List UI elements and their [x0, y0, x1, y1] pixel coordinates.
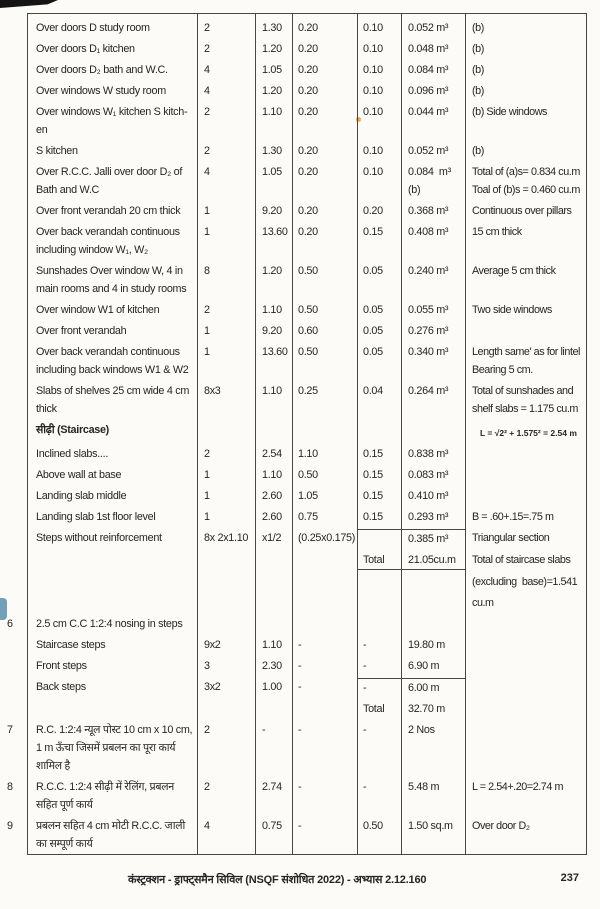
- cell-num: 1: [204, 226, 210, 238]
- table-row: [7, 721, 586, 775]
- table-row: [28, 636, 586, 654]
- cell-rem: Continuous over pillars: [472, 205, 572, 217]
- cell-hgt: 0.10: [363, 85, 383, 97]
- cell-num: [197, 551, 255, 570]
- cell-brd: -: [298, 639, 302, 651]
- table-row: [28, 529, 586, 548]
- cell-num: 2: [204, 781, 210, 793]
- cell-qty: 32.70 m: [408, 703, 445, 715]
- cell-num: 1: [204, 346, 210, 358]
- table-row: [28, 700, 586, 718]
- cell-qty: 0.084 m³: [408, 64, 449, 76]
- cell-rem: [465, 615, 588, 633]
- cell-rem: (b): [472, 145, 484, 157]
- cell-num: 2: [204, 304, 210, 316]
- cell-desc: Steps without reinforcement: [36, 532, 162, 544]
- table-row: [28, 573, 586, 591]
- cell-hgt: 0.10: [363, 145, 383, 157]
- cell-desc: Landing slab 1st floor level: [36, 511, 156, 523]
- cell-len: 1.10: [262, 639, 282, 651]
- cell-hgt: 0.05: [363, 346, 383, 358]
- cell-hgt: 0.10: [363, 22, 383, 34]
- cell-brd: 0.20: [298, 205, 318, 217]
- cell-hgt: 0.10: [363, 166, 383, 178]
- cell-len: 0.75: [262, 820, 282, 832]
- cell-num: 3x2: [204, 681, 221, 693]
- cell-hgt: 0.04: [363, 385, 383, 397]
- cell-rem: B = .60+.15=.75 m: [472, 511, 554, 523]
- cell-num: 2: [204, 43, 210, 55]
- cell-num: [197, 594, 255, 612]
- cell-desc: Over doors D₂ bath and W.C.: [36, 64, 168, 76]
- cell-desc: [28, 700, 197, 718]
- scan-ink-artifact: [0, 0, 58, 8]
- cell-qty: [401, 594, 465, 612]
- table-row: [28, 421, 586, 442]
- cell-qty: 2 Nos: [408, 724, 435, 736]
- table-row: [28, 202, 586, 220]
- cell-len: 13.60: [262, 346, 288, 358]
- cell-desc: Over doors D₁ kitchen: [36, 43, 135, 55]
- estimate-table-rows: [7, 14, 586, 856]
- cell-len: [255, 421, 292, 442]
- cell-rem: [465, 445, 588, 463]
- cell-qty: [401, 615, 465, 633]
- table-row: [28, 445, 586, 463]
- cell-len: 1.20: [262, 43, 282, 55]
- cell-len: [255, 594, 292, 612]
- cell-hgt: -: [363, 781, 367, 793]
- cell-hgt: Total: [363, 703, 385, 715]
- cell-rem: Average 5 cm thick: [472, 265, 556, 277]
- cell-num: 2: [204, 145, 210, 157]
- cell-desc: Front steps: [36, 660, 87, 672]
- cell-rem: Two side windows: [472, 304, 552, 316]
- cell-num: 8x3: [204, 385, 221, 397]
- cell-qty: 0.048 m³: [408, 43, 449, 55]
- cell-len: -: [262, 724, 266, 736]
- cell-brd: -: [298, 724, 302, 736]
- cell-len: 2.60: [262, 490, 282, 502]
- table-row: [28, 82, 586, 100]
- cell-brd: 0.50: [298, 346, 318, 358]
- cell-desc: [28, 573, 197, 591]
- table-row: [28, 657, 586, 675]
- cell-hgt: 0.10: [363, 106, 383, 118]
- cell-desc: Over R.C.C. Jalli over door D₂ of Bath and W.C: [36, 166, 183, 196]
- cell-brd: -: [298, 781, 302, 793]
- cell-rem: 15 cm thick: [472, 226, 522, 238]
- cell-num: 2: [204, 448, 210, 460]
- cell-hgt: 0.15: [363, 226, 383, 238]
- cell-len: 1.20: [262, 265, 282, 277]
- table-row: [28, 382, 586, 418]
- cell-num: 2: [204, 724, 210, 736]
- cell-len: 1.05: [262, 166, 282, 178]
- cell-brd: 1.10: [298, 448, 318, 460]
- cell-len: 1.20: [262, 85, 282, 97]
- cell-qty: 6.00 m: [401, 678, 465, 697]
- cell-num: [197, 421, 255, 442]
- cell-brd: [292, 615, 357, 633]
- cell-rem: [465, 657, 588, 675]
- cell-desc: 2.5 cm C.C 1:2:4 nosing in steps: [36, 618, 183, 630]
- cell-brd: 0.20: [298, 166, 318, 178]
- cell-qty: 0.838 m³: [408, 448, 449, 460]
- cell-len: 9.20: [262, 325, 282, 337]
- cell-desc: Above wall at base: [36, 469, 122, 481]
- cell-desc: S kitchen: [36, 145, 78, 157]
- cell-len: 1.10: [262, 106, 282, 118]
- table-row: [28, 19, 586, 37]
- cell-desc: Staircase steps: [36, 639, 106, 651]
- cell-hgt: 0.15: [363, 511, 383, 523]
- table-row: [7, 615, 586, 633]
- table-row: [28, 40, 586, 58]
- cell-len: [255, 700, 292, 718]
- cell-hgt: -: [357, 678, 401, 697]
- cell-brd: -: [298, 660, 302, 672]
- cell-hgt: [357, 594, 401, 612]
- cell-rem: (b) Side windows: [472, 106, 548, 118]
- table-row: [28, 223, 586, 259]
- table-row: [28, 508, 586, 526]
- table-row: [28, 594, 586, 612]
- cell-len: 9.20: [262, 205, 282, 217]
- cell-rem: [465, 700, 588, 718]
- cell-desc: Landing slab middle: [36, 490, 127, 502]
- cell-rem: [465, 466, 588, 484]
- cell-len: 13.60: [262, 226, 288, 238]
- cell-brd: [292, 573, 357, 591]
- cell-rem: Length same' as for lintel Bearing 5 cm.: [472, 346, 580, 376]
- cell-hgt: 0.15: [363, 490, 383, 502]
- cell-desc: Slabs of shelves 25 cm wide 4 cm thick: [36, 385, 190, 415]
- cell-desc: सीढ़ी (Staircase): [36, 424, 109, 436]
- cell-brd: 0.20: [298, 85, 318, 97]
- cell-rem: Total of sunshades and shelf slabs = 1.175 cu.m: [472, 385, 578, 415]
- cell-brd: [292, 594, 357, 612]
- table-row: [28, 343, 586, 379]
- cell-rem: Triangular section: [472, 532, 550, 544]
- cell-num: 4: [204, 85, 210, 97]
- cell-qty: 0.083 m³: [408, 469, 449, 481]
- table-row: [28, 103, 586, 139]
- cell-num: [197, 573, 255, 591]
- cell-len: 1.10: [262, 469, 282, 481]
- cell-num: 1: [204, 325, 210, 337]
- cell-rem: Total of (a)s= 0.834 cu.m Toal of (b)s = 0.460 cu.m: [472, 166, 580, 196]
- cell-desc: Back steps: [36, 681, 86, 693]
- cell-rem: [465, 636, 588, 654]
- cell-hgt: 0.10: [363, 43, 383, 55]
- cell-brd: 0.50: [298, 265, 318, 277]
- cell-qty: 0.410 m³: [408, 490, 449, 502]
- cell-brd: [292, 421, 357, 442]
- cell-hgt: [357, 529, 401, 548]
- cell-qty: 6.90 m: [408, 660, 440, 672]
- cell-num: 8: [204, 265, 210, 277]
- cell-hgt: -: [363, 639, 367, 651]
- cell-hgt: 0.10: [363, 64, 383, 76]
- footer-title: कंस्ट्रक्शन - ड्राफ्ट्समैन सिविल (NSQF संशोधित 2022) - अभ्यास 2.12.160: [128, 874, 427, 886]
- cell-num: 2: [204, 22, 210, 34]
- cell-rem: [465, 721, 588, 775]
- cell-brd: 0.50: [298, 469, 318, 481]
- cell-rem: (excluding base)=1.541: [472, 576, 578, 588]
- cell-desc: Over windows W₁ kitchen S kitch- en: [36, 106, 188, 136]
- cell-desc: Inclined slabs....: [36, 448, 109, 460]
- cell-len: 2.30: [262, 660, 282, 672]
- cell-hgt: -: [363, 724, 367, 736]
- cell-hgt: 0.05: [363, 265, 383, 277]
- table-row: [28, 487, 586, 505]
- cell-len: [255, 615, 292, 633]
- cell-num: 1: [204, 469, 210, 481]
- cell-qty: 0.084 m³ (b): [408, 166, 451, 196]
- table-row: [28, 301, 586, 319]
- table-row: [28, 142, 586, 160]
- cell-qty: 0.368 m³: [408, 205, 449, 217]
- table-row: [28, 678, 586, 697]
- table-row: [7, 778, 586, 814]
- item-number: 9: [7, 820, 14, 832]
- cell-hgt: -: [363, 660, 367, 672]
- cell-desc: Over front verandah 20 cm thick: [36, 205, 181, 217]
- cell-hgt: 0.05: [363, 325, 383, 337]
- cell-num: 9x2: [204, 639, 221, 651]
- cell-hgt: 0.05: [363, 304, 383, 316]
- cell-brd: 0.20: [298, 226, 318, 238]
- cell-hgt: 0.15: [363, 469, 383, 481]
- cell-len: 2.54: [262, 448, 282, 460]
- cell-desc: Over window W1 of kitchen: [36, 304, 160, 316]
- cell-qty: 0.240 m³: [408, 265, 449, 277]
- table-row: [28, 262, 586, 298]
- cell-desc: Over back verandah continuous including back windows W1 & W2: [36, 346, 189, 376]
- cell-num: 8x 2x1.10: [204, 532, 249, 544]
- item-number: 6: [7, 618, 14, 630]
- cell-desc: R.C.C. 1:2:4 सीढ़ी में रेलिंग, प्रबलन सहित पूर्ण कार्य: [36, 781, 174, 811]
- cell-desc: Over front verandah: [36, 325, 127, 337]
- cell-qty: 19.80 m: [408, 639, 445, 651]
- cell-num: 1: [204, 490, 210, 502]
- cell-qty: 5.48 m: [408, 781, 440, 793]
- cell-rem: Over door D₂: [472, 820, 530, 832]
- item-number: 7: [7, 724, 14, 736]
- cell-brd: [292, 700, 357, 718]
- cell-len: 2.74: [262, 781, 282, 793]
- estimate-table: [7, 13, 587, 855]
- cell-qty: 1.50 sq.m: [408, 820, 453, 832]
- cell-qty: 0.052 m³: [408, 22, 449, 34]
- cell-num: 3: [204, 660, 210, 672]
- cell-len: 2.60: [262, 511, 282, 523]
- page-footer: [0, 872, 600, 892]
- cell-len: 1.30: [262, 145, 282, 157]
- table-row: [28, 322, 586, 340]
- cell-desc: [28, 551, 197, 570]
- cell-qty: 0.052 m³: [408, 145, 449, 157]
- cell-len: 1.10: [262, 385, 282, 397]
- cell-qty: [401, 421, 465, 442]
- cell-rem: [465, 322, 588, 340]
- cell-brd: 0.20: [298, 22, 318, 34]
- cell-num: 4: [204, 64, 210, 76]
- cell-rem: (b): [472, 22, 484, 34]
- cell-desc: Over windows W study room: [36, 85, 166, 97]
- cell-brd: [292, 551, 357, 570]
- table-row: [7, 817, 586, 853]
- cell-num: [197, 700, 255, 718]
- cell-brd: (0.25x0.175): [298, 532, 356, 544]
- cell-rem: (b): [472, 43, 484, 55]
- cell-brd: 0.20: [298, 43, 318, 55]
- cell-qty: 0.408 m³: [408, 226, 449, 238]
- cell-len: 1.10: [262, 304, 282, 316]
- cell-num: 2: [204, 106, 210, 118]
- cell-hgt: [357, 421, 401, 442]
- cell-len: [255, 551, 292, 570]
- cell-desc: Over back verandah continuous including window W₁, W₂: [36, 226, 180, 256]
- cell-rem: (b): [472, 85, 484, 97]
- table-row: [28, 466, 586, 484]
- table-row: [28, 551, 586, 570]
- cell-rem: Total of staircase slabs: [472, 554, 571, 566]
- cell-len: 1.05: [262, 64, 282, 76]
- cell-num: 1: [204, 511, 210, 523]
- cell-brd: 1.05: [298, 490, 318, 502]
- cell-num: [197, 615, 255, 633]
- cell-rem: cu.m: [472, 597, 494, 609]
- cell-qty: 0.276 m³: [408, 325, 449, 337]
- cell-brd: -: [298, 820, 302, 832]
- cell-qty: 0.385 m³: [401, 529, 465, 548]
- cell-hgt: 0.20: [363, 205, 383, 217]
- cell-rem: (b): [472, 64, 484, 76]
- cell-num: 1: [204, 205, 210, 217]
- cell-qty: 21.05cu.m: [401, 551, 465, 570]
- cell-qty: 0.340 m³: [408, 346, 449, 358]
- cell-hgt: 0.15: [363, 448, 383, 460]
- cell-qty: 0.264 m³: [408, 385, 449, 397]
- cell-brd: 0.20: [298, 106, 318, 118]
- cell-rem: L = 2.54+.20=2.74 m: [472, 781, 563, 793]
- cell-brd: 0.20: [298, 145, 318, 157]
- cell-brd: 0.50: [298, 304, 318, 316]
- cell-len: x1/2: [262, 532, 282, 544]
- cell-rem: [465, 487, 588, 505]
- cell-desc: Sunshades Over window W, 4 in main rooms and 4 in study rooms: [36, 265, 187, 295]
- cell-len: [255, 573, 292, 591]
- cell-num: 4: [204, 166, 210, 178]
- cell-hgt: [357, 615, 401, 633]
- cell-rem: L = √2² + 1.575² = 2.54 m: [480, 428, 577, 438]
- cell-len: 1.30: [262, 22, 282, 34]
- cell-qty: 0.044 m³: [408, 106, 449, 118]
- cell-rem: [465, 678, 588, 697]
- cell-desc: R.C. 1:2:4 न्यूल पोस्ट 10 cm x 10 cm, 1 m ऊँचा जिसमें प्रबलन का पूरा कार्य शामिल है: [36, 724, 193, 772]
- page-number: 237: [560, 872, 579, 884]
- scan-smudge-artifact: [0, 598, 7, 620]
- cell-desc: Over doors D study room: [36, 22, 150, 34]
- cell-qty: 0.096 m³: [408, 85, 449, 97]
- cell-hgt: 0.50: [363, 820, 383, 832]
- cell-qty: [401, 573, 465, 591]
- cell-brd: 0.20: [298, 64, 318, 76]
- cell-desc: प्रबलन सहित 4 cm मोटी R.C.C. जाली का सम्पूर्ण कार्य: [36, 820, 186, 850]
- cell-hgt: [357, 573, 401, 591]
- cell-hgt: Total: [357, 551, 401, 570]
- cell-brd: 0.60: [298, 325, 318, 337]
- cell-qty: 0.055 m³: [408, 304, 449, 316]
- table-row: [28, 163, 586, 199]
- cell-brd: 0.25: [298, 385, 318, 397]
- item-number: 8: [7, 781, 14, 793]
- table-row: [28, 61, 586, 79]
- cell-len: 1.00: [262, 681, 282, 693]
- cell-qty: 0.293 m³: [408, 511, 449, 523]
- cell-num: 4: [204, 820, 210, 832]
- cell-brd: -: [298, 681, 302, 693]
- cell-brd: 0.75: [298, 511, 318, 523]
- cell-desc: [28, 594, 197, 612]
